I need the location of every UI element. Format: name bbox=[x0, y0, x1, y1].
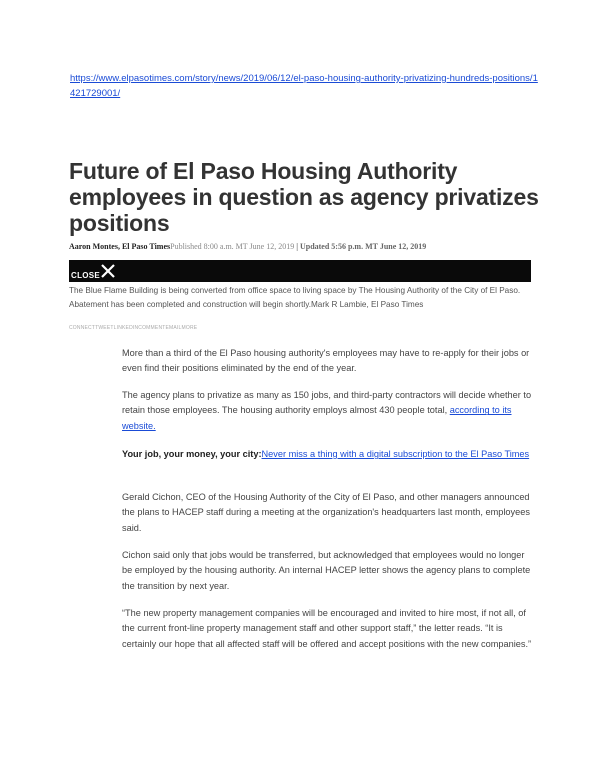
source-url-link[interactable]: https://www.elpasotimes.com/story/news/2019/06/12/el-paso-housing-authority-privatizing-hundreds-positions/1421729001/ bbox=[70, 73, 538, 99]
byline-published: Published 8:00 a.m. MT June 12, 2019 bbox=[170, 242, 295, 251]
subscription-promo bbox=[122, 447, 532, 462]
close-button-label[interactable]: CLOSE bbox=[71, 271, 101, 280]
photo-caption: The Blue Flame Building is being converted from office space to living space by The Housing Authority of the City of El Paso. Abatement has been completed and construction will begin shortly.Mark R Lambie, El Paso Times bbox=[69, 286, 521, 309]
byline-author[interactable]: Aaron Montes, El Paso Times bbox=[69, 242, 171, 251]
paragraph-4: Cichon said only that jobs would be transferred, but acknowledged that employees would no longer be employed by the housing authority. An internal HACEP letter shows the agency plans to complete the transition by next year. bbox=[122, 550, 531, 591]
website-link[interactable]: according to its website. bbox=[122, 405, 512, 431]
subscription-link[interactable]: Never miss a thing with a digital subscription to the El Paso Times bbox=[261, 449, 530, 459]
paragraph-5: “The new property management companies will be encouraged and invited to hire most, if not all, of the current front-line property management staff and other support staff,” the letter reads. “It is certainly our hope that all affected staff will be offered and accept positions with the new companies.” bbox=[122, 608, 532, 649]
share-links-row[interactable]: CONNECTTWEETLINKEDINCOMMENTEMAILMORE bbox=[69, 325, 198, 331]
close-x-icon[interactable] bbox=[99, 262, 117, 280]
promo-lead: Your job, your money, your city: bbox=[122, 449, 262, 459]
byline-updated: | Updated 5:56 p.m. MT June 12, 2019 bbox=[294, 242, 427, 251]
byline bbox=[69, 242, 549, 252]
photo-close-bar bbox=[69, 260, 531, 282]
paragraph-2 bbox=[122, 388, 532, 434]
paragraph-2-text: The agency plans to privatize as many as 150 jobs, and third-party contractors will decide whether to retain those employees. The housing authority employs almost 430 people total, bbox=[122, 390, 532, 416]
article-headline: Future of El Paso Housing Authority employees in question as agency privatizes positions bbox=[69, 158, 539, 236]
paragraph-3: Gerald Cichon, CEO of the Housing Authority of the City of El Paso, and other managers announced the plans to HACEP staff during a meeting at the organization's headquarters last month, employees said. bbox=[122, 492, 530, 533]
paragraph-1: More than a third of the El Paso housing authority's employees may have to re-apply for their jobs or even find their positions eliminated by the end of the year. bbox=[122, 348, 530, 374]
